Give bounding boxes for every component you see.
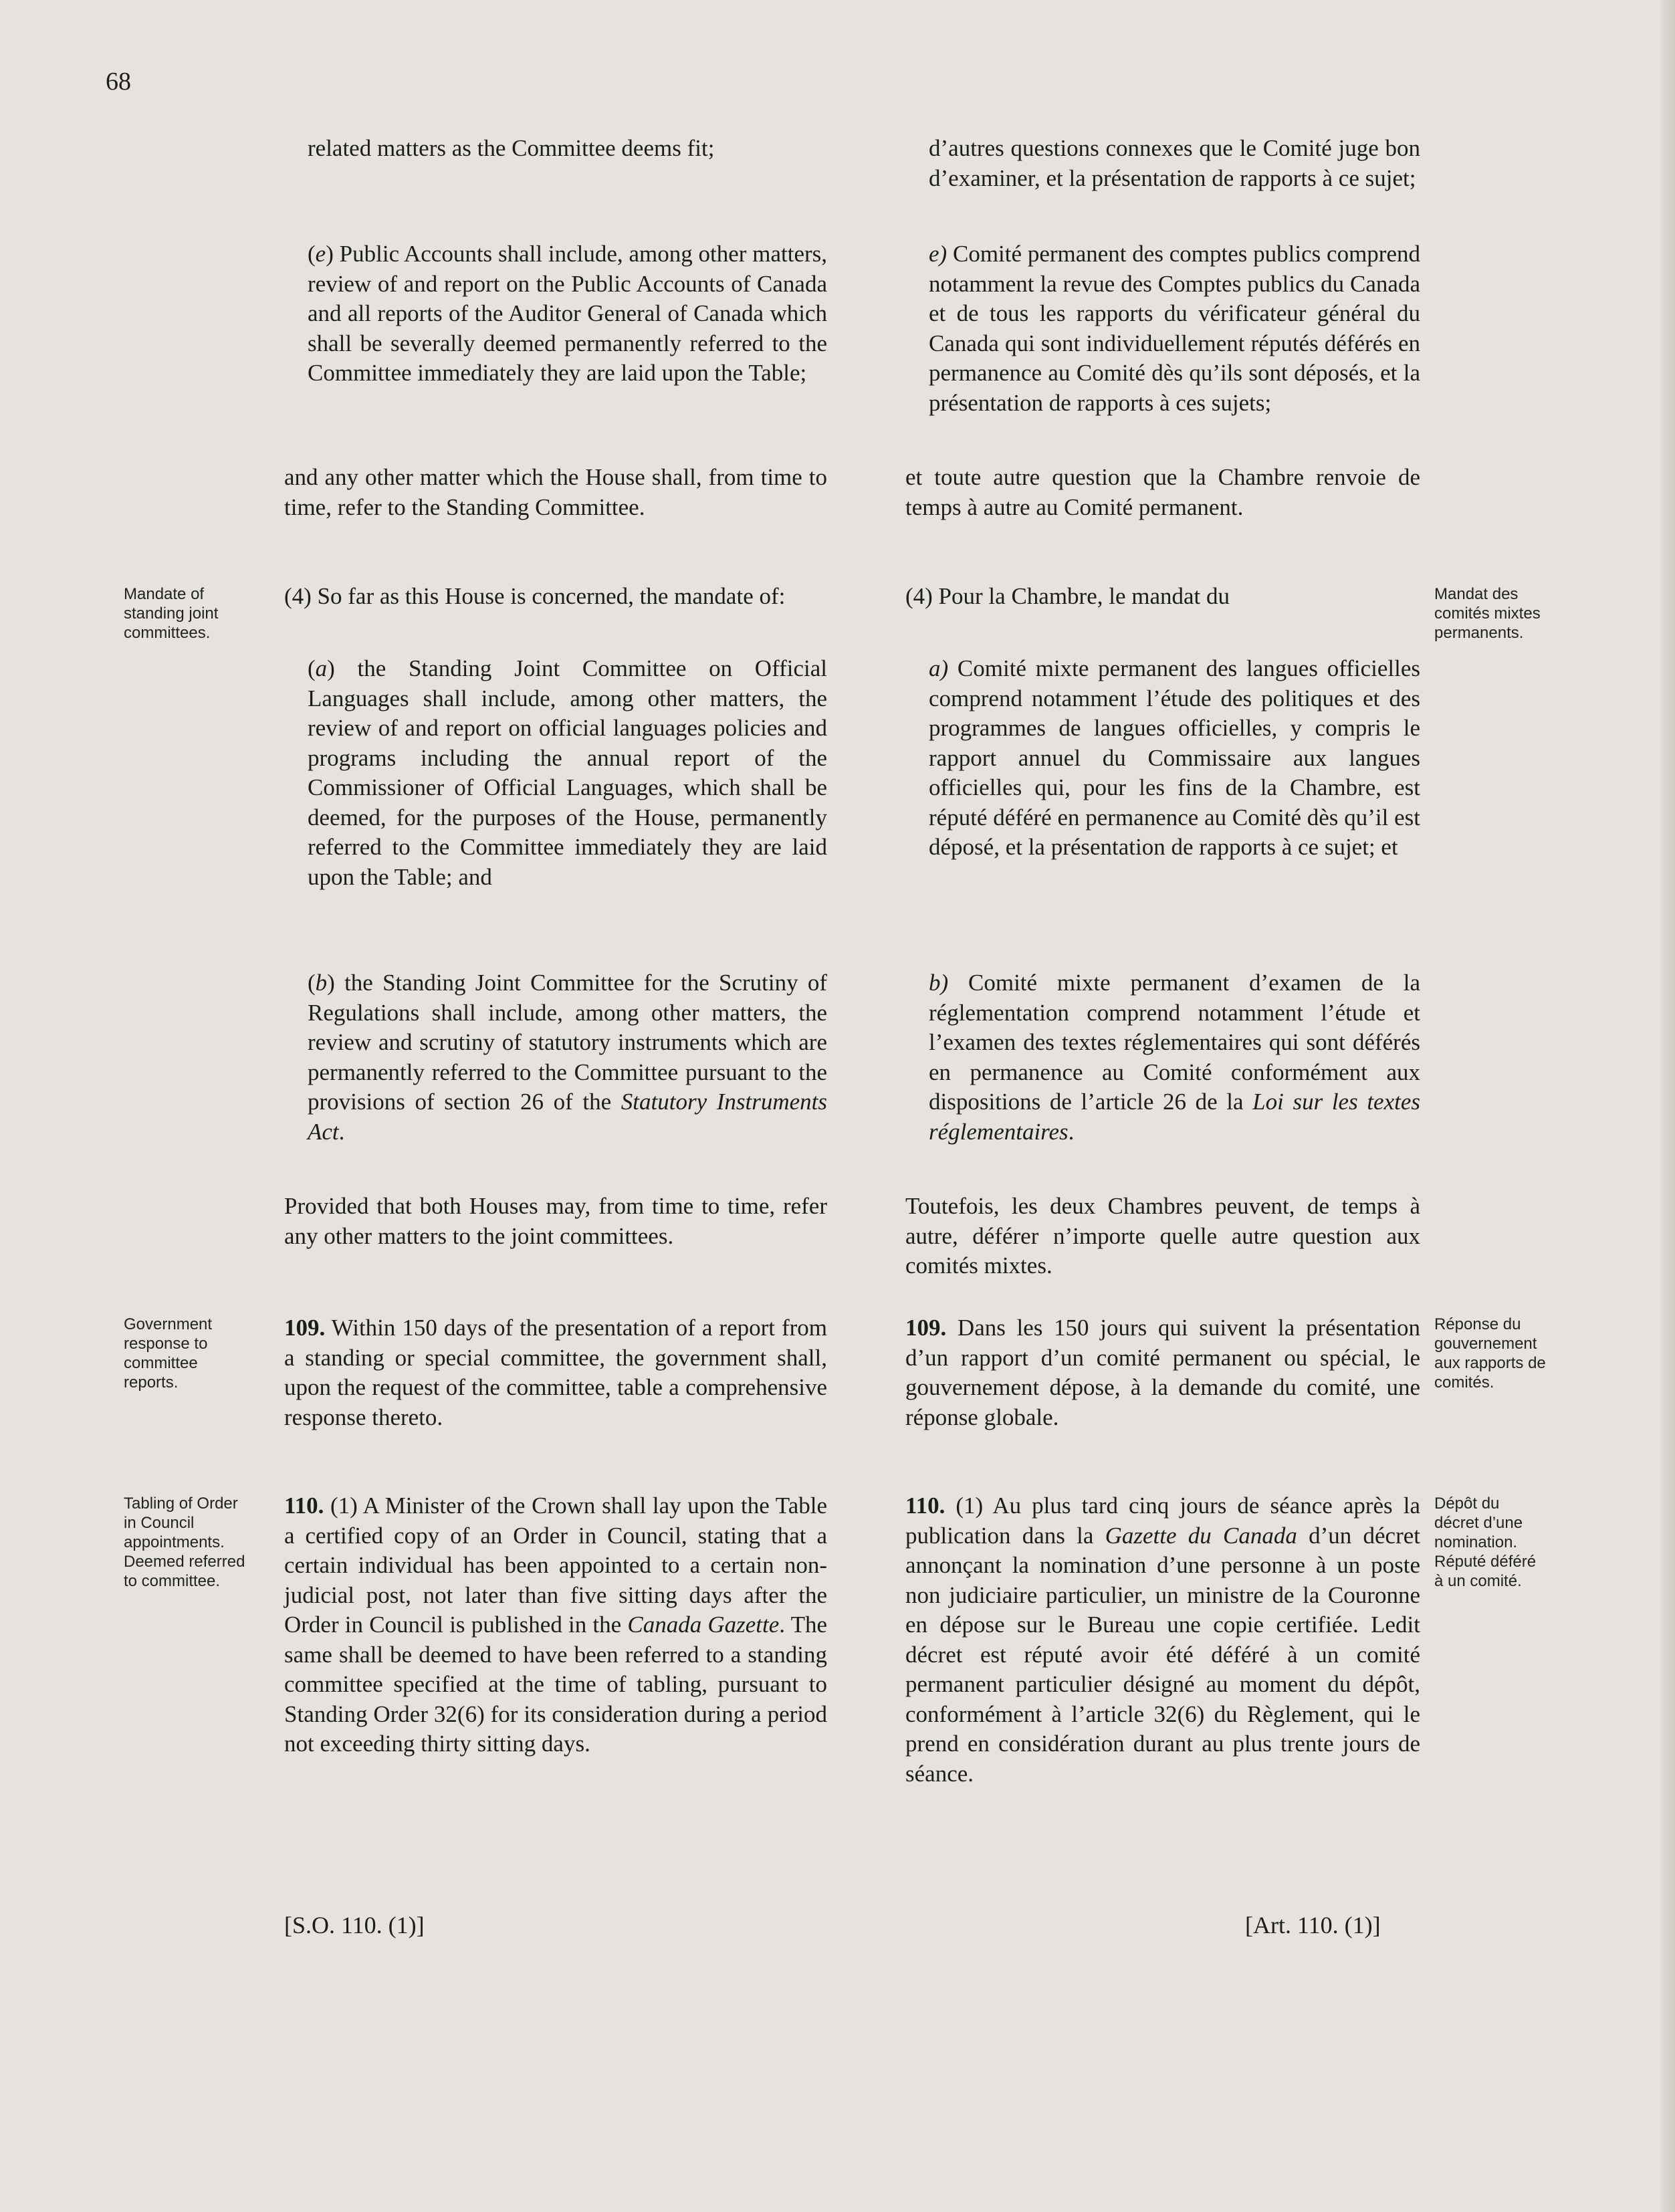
en-p-109 [284,1313,827,1432]
en-p-related-matters: related matters as the Committee deems fit; [308,135,715,161]
en-p-any-other-matter: and any other matter which the House shall, from time to time, refer to the Standing Committee. [284,464,827,520]
fr-p-reglementation [929,968,1420,1147]
margin-note-reponse: Réponse du gouvernement aux rapports de comités. [1434,1315,1546,1392]
fr-art-110-text-a: (1) Au plus tard cinq jours de séance après la publication dans la [905,1492,1420,1549]
en-p-provided: Provided that both Houses may, from time to time, refer any other matters to the joint committees. [284,1193,827,1249]
margin-note-depot [1434,1494,1548,1591]
fr-p-toutefois: Toutefois, les deux Chambres peuvent, de temps à autre, déférer n’importe quelle autre question aux comités mixtes. [905,1193,1420,1279]
margin-note-repute-defere: Réputé déféré à un comité. [1434,1553,1537,1590]
en-so-110-number: 110. [284,1492,324,1519]
page-number: 68 [106,68,131,96]
fr-art-109-number: 109. [905,1315,947,1341]
fr-p-mandat-intro: (4) Pour la Chambre, le mandat du [905,583,1230,609]
en-official-languages-text: the Standing Joint Committee on Official Languages shall include, among other matters, the review of and report on official languages policies and programs including the annual report of the Commissioner of Official Languages, which shall be deemed, for the purposes of the House, permanently referred to the Committee immediately they are laid upon the Table; and [308,655,827,890]
fr-label-b: b) [929,970,949,996]
fr-p-110 [905,1491,1420,1789]
margin-note-deemed-referred: Deemed referred to committee. [124,1553,245,1590]
en-so-109-number: 109. [284,1315,326,1341]
fr-langues-officielles-text: Comité mixte permanent des langues officielles comprend notamment l’étude des politiques et des programmes de langues officielles, y compris le rapport annuel du Commissaire aux langues officielles qui, pour les fins de la Chambre, est réputé déféré en permanence au Comité dès qu’il est déposé, et la présentation de rapports à ce sujet; et [929,655,1420,860]
en-so-109-text: Within 150 days of the presentation of a report from a standing or special committee, the government shall, upon the request of the committee, table a comprehensive response thereto. [284,1315,827,1430]
fr-p-toute-autre: et toute autre question que la Chambre renvoie de temps à autre au Comité permanent. [905,464,1420,520]
footer-ref-fr: [Art. 110. (1)] [1245,1912,1381,1939]
fr-art-109-text: Dans les 150 jours qui suivent la présentation d’un rapport d’un comité permanent ou spécial, le gouvernement dépose, à la demande du comité, une réponse globale. [905,1315,1421,1430]
margin-note-depot-title: Dépôt du décret d’une nomination. [1434,1495,1523,1551]
en-p-mandate-intro: (4) So far as this House is concerned, the mandate of: [284,583,786,609]
fr-gazette-du-canada: Gazette du Canada [1105,1522,1297,1549]
fr-p-langues-officielles [929,654,1420,863]
fr-label-e: e) [929,241,947,267]
en-canada-gazette: Canada Gazette [627,1612,780,1638]
en-scrutiny-end: . [338,1118,345,1145]
margin-note-tabling-title: Tabling of Order in Council appointments. [124,1495,238,1551]
en-so-110-text-b: . The same shall be deemed to have been referred to a standing committee specified at the time of tabling, pursuant to Standing Order 32(6) for its consideration during a period not exceeding thirty sitting days. [284,1612,827,1757]
fr-reglementation-text: Comité mixte permanent d’examen de la réglementation comprend notamment l’étude et l’examen des textes réglementaires qui sont déférés en permanence au Comité conformément aux dispositions de l’article 26 de la [929,970,1421,1115]
en-p-public-accounts: (e) Public Accounts shall include, among other matters, review of and report on the Public Accounts of Canada and all reports of the Auditor General of Canada which shall be severally deemed permanently referred to the Committee immediately they are laid upon the Table; [308,241,827,386]
fr-reglementation-end: . [1068,1118,1075,1145]
en-label-b: b [315,970,328,996]
en-label-e: e [315,241,326,267]
fr-art-110-text-b: d’un décret annonçant la nomination d’une personne à un poste non judiciaire particulier, un ministre de la Couronne en dépose sur le Bureau une copie certifiée. Ledit décret est réputé avoir été déféré à un comité permanent particulier désigné au moment du dépôt, conformément à l’article 32(6) du Règlement, qui le prend en considération durant au plus trente jours de séance. [905,1522,1421,1787]
margin-note-mandat: Mandat des comités mixtes permanents. [1434,585,1541,642]
fr-p-autres-questions: d’autres questions connexes que le Comité juge bon d’examiner, et la présentation de rapports à ce sujet; [929,135,1420,191]
margin-note-government-response: Government response to committee reports. [124,1315,213,1392]
en-p-110 [284,1491,827,1759]
fr-art-110-number: 110. [905,1492,945,1519]
footer-ref-en: [S.O. 110. (1)] [284,1912,425,1939]
margin-note-mandate: Mandate of standing joint committees. [124,585,219,642]
page-edge-shadow [1660,0,1675,2212]
en-scrutiny-text: the Standing Joint Committee for the Scrutiny of Regulations shall include, among other matters, the review and scrutiny of statutory instruments which are permanently referred to the Committee pursuant to the provisions of section 26 of the [308,970,828,1115]
en-label-a: a [315,655,328,681]
margin-note-tabling [124,1494,251,1591]
fr-p-comptes-publics [929,239,1420,418]
fr-loi-textes-reglementaires: Loi sur les textes réglementaires [929,1089,1420,1145]
en-p-official-languages: (a) the Standing Joint Committee on Official Languages shall include, among other matters, the review of and report on official languages policies and programs including the annual report of the Commissioner of Official Languages, which shall be deemed, for the purposes of the House, permanently referred to the Committee immediately they are laid upon the Table; and [308,655,827,890]
en-p-scrutiny: (b) the Standing Joint Committee for the Scrutiny of Regulations shall include, among other matters, the review and scrutiny of statutory instruments which are permanently referred to the Committee pursuant to the provisions of section 26 of the Statutory Instruments Act. [308,970,828,1145]
en-public-accounts-text: Public Accounts shall include, among other matters, review of and report on the Public Accounts of Canada and all reports of the Auditor General of Canada which shall be severally deemed permanently referred to the Committee immediately they are laid upon the Table; [308,241,827,386]
en-so-110-text-a: (1) A Minister of the Crown shall lay upon the Table a certified copy of an Order in Council, stating that a certain individual has been appointed to a certain non-judicial post, not later than five sitting days after the Order in Council is published in the [284,1492,827,1638]
en-statutory-instruments-act: Statutory Instruments Act [308,1089,828,1145]
fr-label-a: a) [929,655,949,681]
fr-p-109 [905,1313,1420,1432]
fr-comptes-publics-text: Comité permanent des comptes publics comprend notamment la revue des Comptes publics du Canada et de tous les rapports du vérificateur général du Canada qui sont individuellement réputés déférés en permanence au Comité dès qu’ils sont déposés, et la présentation de rapports à ces sujets; [929,241,1420,416]
